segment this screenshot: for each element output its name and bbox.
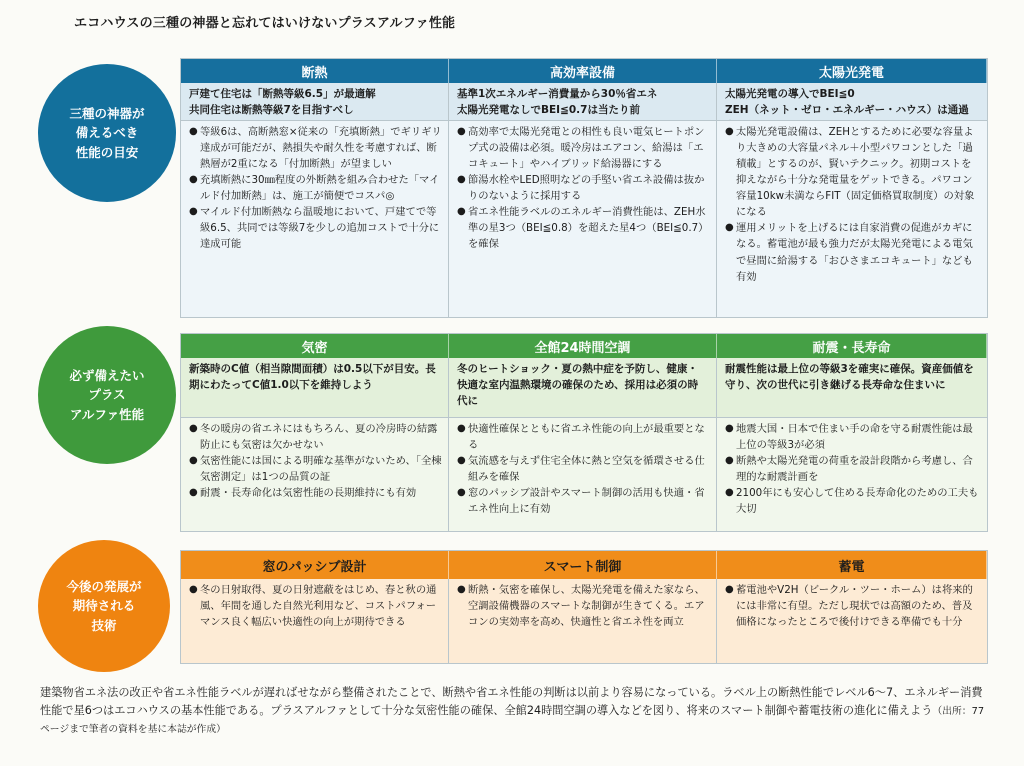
page-title: エコハウスの三種の神器と忘れてはいけないプラスアルファ性能 xyxy=(74,16,456,31)
category-circle-future-tech: 今後の発展が 期待される 技術 xyxy=(38,540,170,672)
bullet-list xyxy=(449,418,717,531)
bullet-text: 気密性能には国による明確な基準がないため、「全棟気密測定」は1つの品質の証 xyxy=(200,455,442,484)
list-item: ● 快適性確保とともに省エネ性能の向上が最重要となる xyxy=(457,421,710,453)
list-item: ● 気密性能には国による明確な基準がないため、「全棟気密測定」は1つの品質の証 xyxy=(189,453,442,485)
bullet-text: 節湯水栓やLED照明などの手堅い省エネ設備は抜かりのないように採用する xyxy=(468,174,705,203)
list-item: ● 太陽光発電設備は、ZEHとするために必要な容量より大きめの大容量パネル＋小型パワコンとした「過積載」とするのが、賢いテクニック。初期コストを抑えながら十分な発電量をゲットできる。パワコン容量10kw未満ならFIT（固定価格買取制度）の対象になる xyxy=(725,124,981,220)
bullet-text: 気流感を与えず住宅全体に熱と空気を循環させる仕組みを確保 xyxy=(468,455,705,484)
summary-cell: 戸建て住宅は「断熱等級6.5」が最適解 共同住宅は断熱等級7を目指すべし xyxy=(181,83,449,121)
column-header: 全館24時間空調 xyxy=(449,334,717,358)
summary-cell: 太陽光発電の導入でBEI≦0 ZEH（ネット・ゼロ・エネルギー・ハウス）は通過 xyxy=(717,83,987,121)
column-header: 太陽光発電 xyxy=(717,59,987,83)
bullet-text: 太陽光発電設備は、ZEHとするために必要な容量より大きめの大容量パネル＋小型パワコンとした「過積載」とするのが、賢いテクニック。初期コストを抑えながら十分な発電量をゲットできる。パワコン容量10kw未満ならFIT（固定価格買取制度）の対象になる xyxy=(736,126,975,219)
bullet-list xyxy=(449,121,717,317)
list-item: ● 運用メリットを上げるには自家消費の促進がカギになる。蓄電池が最も強力だが太陽光発電による電気で昼間に給湯する「おひさまエコキュート」なども有効 xyxy=(725,220,981,284)
bullet-text: 冬の暖房の省エネにはもちろん、夏の冷房時の結露防止にも気密は欠かせない xyxy=(200,423,438,452)
bullet-text: 運用メリットを上げるには自家消費の促進がカギになる。蓄電池が最も強力だが太陽光発電による電気で昼間に給湯する「おひさまエコキュート」なども有効 xyxy=(736,222,973,283)
column-header: 高効率設備 xyxy=(449,59,717,83)
bullet-text: 省エネ性能ラベルのエネルギー消費性能は、ZEH水準の星3つ（BEI≦0.8）を超えた星4つ（BEI≦0.7）を確保 xyxy=(468,206,709,251)
bullet-text: 耐震・長寿命化は気密性能の長期維持にも有効 xyxy=(200,487,417,500)
list-item: ● 充填断熱に30㎜程度の外断熱を組み合わせた「マイルド付加断熱」は、施工が簡便でコスパ◎ xyxy=(189,172,442,204)
list-item: ● 等級6は、高断熱窓×従来の「充填断熱」でギリギリ達成が可能だが、熱損失や耐久性を考慮すれば、断熱層が2重になる「付加断熱」が望ましい xyxy=(189,124,442,172)
bullet-text: 充填断熱に30㎜程度の外断熱を組み合わせた「マイルド付加断熱」は、施工が簡便でコスパ◎ xyxy=(200,174,440,203)
summary-cell: 耐震性能は最上位の等級3を確実に確保。資産価値を守り、次の世代に引き継げる長寿命な住まいに xyxy=(717,358,987,418)
list-item: ● 窓のパッシブ設計やスマート制御の活用も快適・省エネ性向上に有効 xyxy=(457,485,710,517)
bullet-text: 地震大国・日本で住まい手の命を守る耐震性能は最上位の等級3が必須 xyxy=(736,423,973,452)
list-item: ● 耐震・長寿命化は気密性能の長期維持にも有効 xyxy=(189,485,442,501)
bullet-text: 快適性確保とともに省エネ性能の向上が最重要となる xyxy=(468,423,705,452)
bullet-list xyxy=(181,121,449,317)
bullet-list xyxy=(717,579,987,663)
bullet-text: 高効率で太陽光発電との相性も良い電気ヒートポンプ式の設備は必須。暖冷房はエアコン、給湯は「エコキュート」やハイブリッド給湯器にする xyxy=(468,126,705,171)
list-item: ● 気流感を与えず住宅全体に熱と空気を循環させる仕組みを確保 xyxy=(457,453,710,485)
list-item: ● 高効率で太陽光発電との相性も良い電気ヒートポンプ式の設備は必須。暖冷房はエアコン、給湯は「エコキュート」やハイブリッド給湯器にする xyxy=(457,124,710,172)
column-header: スマート制御 xyxy=(449,551,717,579)
bullet-list xyxy=(717,418,987,531)
bullet-text: 2100年にも安心して住める長寿命化のための工夫も大切 xyxy=(736,487,979,516)
footer-text: 建築物省エネ法の改正や省エネ性能ラベルが遅ればせながら整備されたことで、断熱や省エネ性能の判断は以前より容易になっている。ラベル上の断熱性能でレベル6〜7、エネルギー消費性能で星6つはエコハウスの基本性能である。プラスアルファとして十分な気密性能の確保、全館24時間空調の導入などを図り、将来のスマート制御や蓄電技術の進化に備えよう xyxy=(40,686,983,718)
bullet-text: 断熱や太陽光発電の荷重を設計段階から考慮し、合理的な耐震計画を xyxy=(736,455,973,484)
bullet-list xyxy=(181,579,449,663)
bullet-text: 窓のパッシブ設計やスマート制御の活用も快適・省エネ性向上に有効 xyxy=(468,487,705,516)
bullet-text: 冬の日射取得、夏の日射遮蔽をはじめ、春と秋の通風、年間を通した自然光利用など、コストパフォーマンス良く幅広い快適性の向上が期待できる xyxy=(200,584,437,629)
list-item: ● 蓄電池やV2H（ビークル・ツー・ホーム）は将来的には非常に有望。ただし現状では高額のため、普及価格になったところで後付けできる準備でも十分 xyxy=(725,582,981,630)
column-header: 耐震・長寿命 xyxy=(717,334,987,358)
bullet-text: 断熱・気密を確保し、太陽光発電を備えた家なら、空調設備機器のスマートな制御が生きてくる。エアコンの実効率を高め、快適性と省エネ性を両立 xyxy=(468,584,705,629)
section-three-treasures xyxy=(180,58,988,318)
list-item: ● マイルド付加断熱なら温暖地において、戸建てで等級6.5、共同では等級7を少しの追加コストで十分に達成可能 xyxy=(189,204,442,252)
footer-note xyxy=(40,684,990,738)
bullet-text: 蓄電池やV2H（ビークル・ツー・ホーム）は将来的には非常に有望。ただし現状では高額のため、普及価格になったところで後付けできる準備でも十分 xyxy=(736,584,973,629)
category-circle-plus-alpha: 必ず備えたい プラス アルファ性能 xyxy=(38,326,176,464)
column-header: 断熱 xyxy=(181,59,449,83)
list-item: ● 冬の暖房の省エネにはもちろん、夏の冷房時の結露防止にも気密は欠かせない xyxy=(189,421,442,453)
bullet-list xyxy=(181,418,449,531)
column-header: 気密 xyxy=(181,334,449,358)
category-circle-three-treasures: 三種の神器が 備えるべき 性能の目安 xyxy=(38,64,176,202)
column-header: 窓のパッシブ設計 xyxy=(181,551,449,579)
list-item: ● 省エネ性能ラベルのエネルギー消費性能は、ZEH水準の星3つ（BEI≦0.8）を超えた星4つ（BEI≦0.7）を確保 xyxy=(457,204,710,252)
bullet-text: マイルド付加断熱なら温暖地において、戸建てで等級6.5、共同では等級7を少しの追加コストで十分に達成可能 xyxy=(200,206,440,251)
list-item: ● 節湯水栓やLED照明などの手堅い省エネ設備は抜かりのないように採用する xyxy=(457,172,710,204)
list-item: ● 地震大国・日本で住まい手の命を守る耐震性能は最上位の等級3が必須 xyxy=(725,421,981,453)
footer-source: （出所：77ページまで筆者の資料を基に本誌が作成） xyxy=(40,706,985,736)
summary-cell: 基準1次エネルギー消費量から30％省エネ 太陽光発電なしでBEI≦0.7は当たり前 xyxy=(449,83,717,121)
bullet-text: 等級6は、高断熱窓×従来の「充填断熱」でギリギリ達成が可能だが、熱損失や耐久性を考慮すれば、断熱層が2重になる「付加断熱」が望ましい xyxy=(200,126,442,171)
column-header: 蓄電 xyxy=(717,551,987,579)
section-plus-alpha xyxy=(180,333,988,532)
section-future-tech xyxy=(180,550,988,664)
summary-cell: 新築時のC値（相当隙間面積）は0.5以下が目安。長期にわたってC値1.0以下を維持しよう xyxy=(181,358,449,418)
list-item: ● 断熱・気密を確保し、太陽光発電を備えた家なら、空調設備機器のスマートな制御が生きてくる。エアコンの実効率を高め、快適性と省エネ性を両立 xyxy=(457,582,710,630)
bullet-list xyxy=(449,579,717,663)
list-item: ● 冬の日射取得、夏の日射遮蔽をはじめ、春と秋の通風、年間を通した自然光利用など、コストパフォーマンス良く幅広い快適性の向上が期待できる xyxy=(189,582,442,630)
bullet-list xyxy=(717,121,987,317)
list-item: ● 断熱や太陽光発電の荷重を設計段階から考慮し、合理的な耐震計画を xyxy=(725,453,981,485)
summary-cell: 冬のヒートショック・夏の熱中症を予防し、健康・快適な室内温熱環境の確保のため、採用は必須の時代に xyxy=(449,358,717,418)
list-item: ● 2100年にも安心して住める長寿命化のための工夫も大切 xyxy=(725,485,981,517)
